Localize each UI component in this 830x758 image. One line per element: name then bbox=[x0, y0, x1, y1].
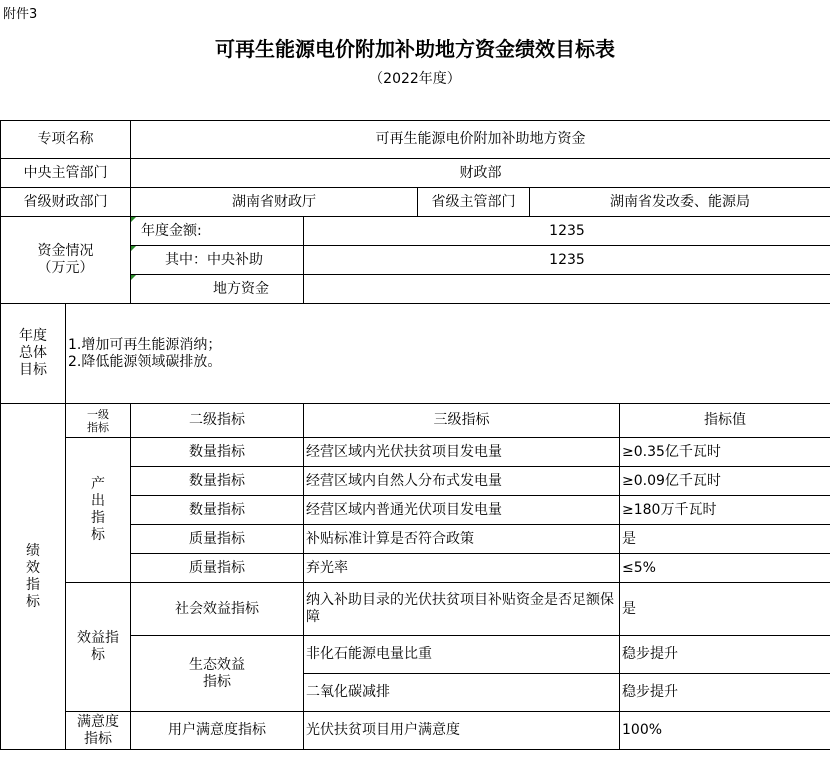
social-benefit-value: 是 bbox=[620, 583, 830, 636]
goal-item-1: 1.增加可再生能源消纳； bbox=[68, 336, 222, 353]
page-title: 可再生能源电价附加补助地方资金绩效目标表 bbox=[215, 37, 615, 61]
year-subtitle: （2022年度） bbox=[369, 71, 461, 87]
value-header: 指标值 bbox=[620, 404, 830, 438]
annual-amount-value: 1235 bbox=[304, 217, 830, 246]
prov-dept-value: 湖南省发改委、能源局 bbox=[530, 188, 830, 217]
project-name-value: 可再生能源电价附加补助地方资金 bbox=[131, 121, 830, 159]
satisfaction-label-line1: 满意度 bbox=[77, 713, 119, 730]
level1-header-line1: 一级 bbox=[87, 407, 109, 421]
goals-label-line2: 总体 bbox=[19, 345, 47, 361]
annual-goals-label bbox=[1, 304, 66, 404]
table-row-level2: 质量指标 bbox=[131, 525, 304, 554]
level2-header: 二级指标 bbox=[131, 404, 304, 438]
perf-label-char: 绩 bbox=[26, 542, 40, 559]
table-row-value: 稳步提升 bbox=[620, 636, 830, 674]
satisfaction-level3: 光伏扶贫项目用户满意度 bbox=[304, 712, 620, 750]
output-label-char: 指 bbox=[91, 510, 105, 526]
table-row-level2: 数量指标 bbox=[131, 496, 304, 525]
perf-label-char: 效 bbox=[26, 559, 40, 576]
table-row-level2: 数量指标 bbox=[131, 438, 304, 467]
prov-finance-label: 省级财政部门 bbox=[1, 188, 131, 217]
table-row-level3: 经营区域内自然人分布式发电量 bbox=[304, 467, 620, 496]
goal-item-2: 2.降低能源领域碳排放。 bbox=[68, 353, 222, 370]
table-row-level3: 弃光率 bbox=[304, 554, 620, 583]
table-row-value: 稳步提升 bbox=[620, 674, 830, 712]
central-dept-label: 中央主管部门 bbox=[1, 159, 131, 188]
level1-header-line2: 指标 bbox=[87, 420, 109, 434]
satisfaction-level2: 用户满意度指标 bbox=[131, 712, 304, 750]
output-label-char: 标 bbox=[91, 527, 105, 543]
output-label-char: 出 bbox=[91, 493, 105, 509]
benefit-indicators-label bbox=[66, 583, 131, 712]
project-name-label: 专项名称 bbox=[1, 121, 131, 159]
table-row-value: ≥180万千瓦时 bbox=[620, 496, 830, 525]
local-funds-label: 地方资金 bbox=[131, 275, 304, 304]
table-row-level3: 经营区域内普通光伏项目发电量 bbox=[304, 496, 620, 525]
table-row-level2: 质量指标 bbox=[131, 554, 304, 583]
funds-label-line1: 资金情况 bbox=[37, 243, 94, 259]
level1-header bbox=[66, 404, 131, 438]
table-row-value: ≤5% bbox=[620, 554, 830, 583]
social-benefit-level2: 社会效益指标 bbox=[131, 583, 304, 636]
goals-label-line1: 年度 bbox=[19, 328, 47, 344]
table-row-level3: 经营区域内光伏扶贫项目发电量 bbox=[304, 438, 620, 467]
table-row-level3: 补贴标准计算是否符合政策 bbox=[304, 525, 620, 554]
table-row-value: ≥0.09亿千瓦时 bbox=[620, 467, 830, 496]
perf-label-char: 标 bbox=[26, 593, 40, 610]
funds-label bbox=[1, 217, 131, 304]
table-row-level2: 数量指标 bbox=[131, 467, 304, 496]
central-subsidy-label: 其中：中央补助 bbox=[131, 246, 304, 275]
annual-amount-label: 年度金额: bbox=[131, 217, 304, 246]
annual-goals-content bbox=[66, 304, 830, 404]
central-dept-value: 财政部 bbox=[131, 159, 830, 188]
eco-level2-line2: 指标 bbox=[203, 673, 231, 690]
goals-label-line3: 目标 bbox=[19, 362, 47, 378]
funds-label-line2: （万元） bbox=[37, 260, 94, 276]
output-label-char: 产 bbox=[91, 476, 105, 492]
benefit-label-line2: 标 bbox=[91, 647, 105, 663]
central-subsidy-value: 1235 bbox=[304, 246, 830, 275]
satisfaction-indicators-label bbox=[66, 712, 131, 750]
prov-dept-label: 省级主管部门 bbox=[418, 188, 530, 217]
satisfaction-label-line2: 指标 bbox=[84, 730, 112, 747]
performance-target-table bbox=[0, 120, 830, 750]
perf-label-char: 指 bbox=[26, 576, 40, 593]
table-row-value: 是 bbox=[620, 525, 830, 554]
output-indicators-label bbox=[66, 438, 131, 583]
benefit-label-line1: 效益指 bbox=[77, 630, 119, 646]
eco-level2-line1: 生态效益 bbox=[189, 656, 245, 673]
attachment-label: 附件3 bbox=[3, 7, 38, 22]
table-row-level3: 二氧化碳减排 bbox=[304, 674, 620, 712]
local-funds-value bbox=[304, 275, 830, 304]
table-row-level3: 非化石能源电量比重 bbox=[304, 636, 620, 674]
level3-header: 三级指标 bbox=[304, 404, 620, 438]
prov-finance-value: 湖南省财政厅 bbox=[131, 188, 418, 217]
performance-indicators-label bbox=[1, 404, 66, 750]
social-benefit-level3: 纳入补助目录的光伏扶贫项目补贴资金是否足额保障 bbox=[304, 583, 620, 636]
eco-benefit-level2 bbox=[131, 636, 304, 712]
satisfaction-value: 100% bbox=[620, 712, 830, 750]
table-row-value: ≥0.35亿千瓦时 bbox=[620, 438, 830, 467]
